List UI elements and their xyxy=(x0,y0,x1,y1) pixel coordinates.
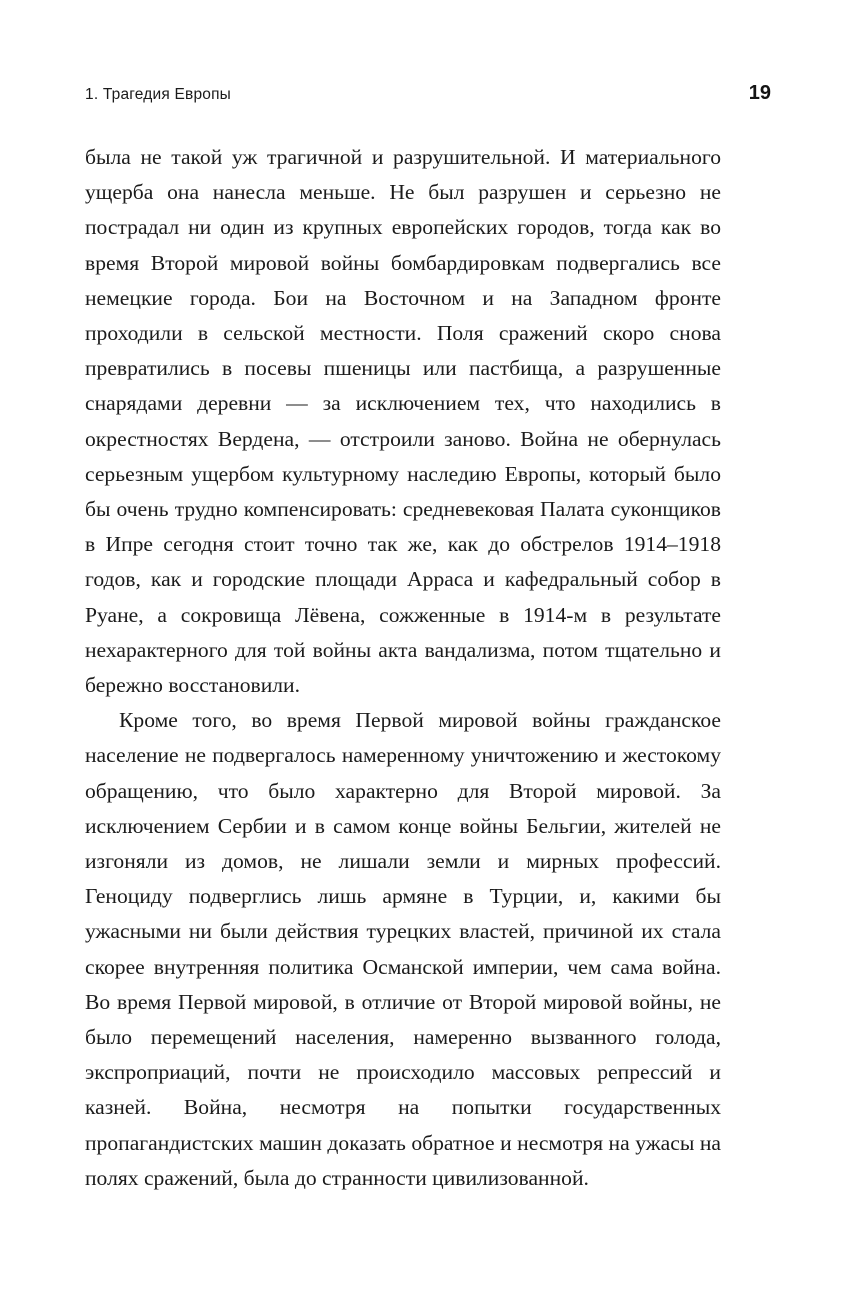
page-number: 19 xyxy=(748,82,771,104)
body-text xyxy=(85,140,721,1196)
chapter-title: 1. Трагедия Европы xyxy=(85,86,232,103)
paragraph: была не такой уж трагичной и разрушительной. И материального ущерба она нанесла меньше. Не был разрушен и серьезно не пострадал ни один из крупных европейских городов, тогда как во время Второй мировой войны бомбардировкам подвергались все немецкие города. Бои на Восточном и на Западном фронте проходили в сельской местности. Поля сражений скоро снова превратились в посевы пшеницы или пастбища, а разрушенные снарядами деревни — за исключением тех, что находились в окрестностях Вердена, — отстроили заново. Война не обернулась серьезным ущербом культурному наследию Европы, который было бы очень трудно компенсировать: средневековая Палата суконщиков в Ипре сегодня стоит точно так же, как до обстрелов 1914–1918 годов, как и городские площади Арраса и кафедральный собор в Руане, а сокровища Лёвена, сожженные в 1914-м в результате нехарактерного для той войны акта вандализма, потом тщательно и бережно восстановили. xyxy=(85,145,721,698)
running-head xyxy=(85,82,771,105)
paragraph: Кроме того, во время Первой мировой войны гражданское население не подвергалось намеренному уничтожению и жестокому обращению, что было характерно для Второй мировой. За исключением Сербии и в самом конце войны Бельгии, жителей не изгоняли из домов, не лишали земли и мирных профессий. Геноциду подверглись лишь армяне в Турции, и, какими бы ужасными ни были действия турецких властей, причиной их стала скорее внутренняя политика Османской империи, чем сама война. Во время Первой мировой, в отличие от Второй мировой войны, не было перемещений населения, намеренно вызванного голода, экспроприаций, почти не происходило массовых репрессий и казней. Война, несмотря на попытки государственных пропагандистских машин доказать обратное и несмотря на ужасы на полях сражений, была до странности цивилизованной. xyxy=(85,708,721,1190)
